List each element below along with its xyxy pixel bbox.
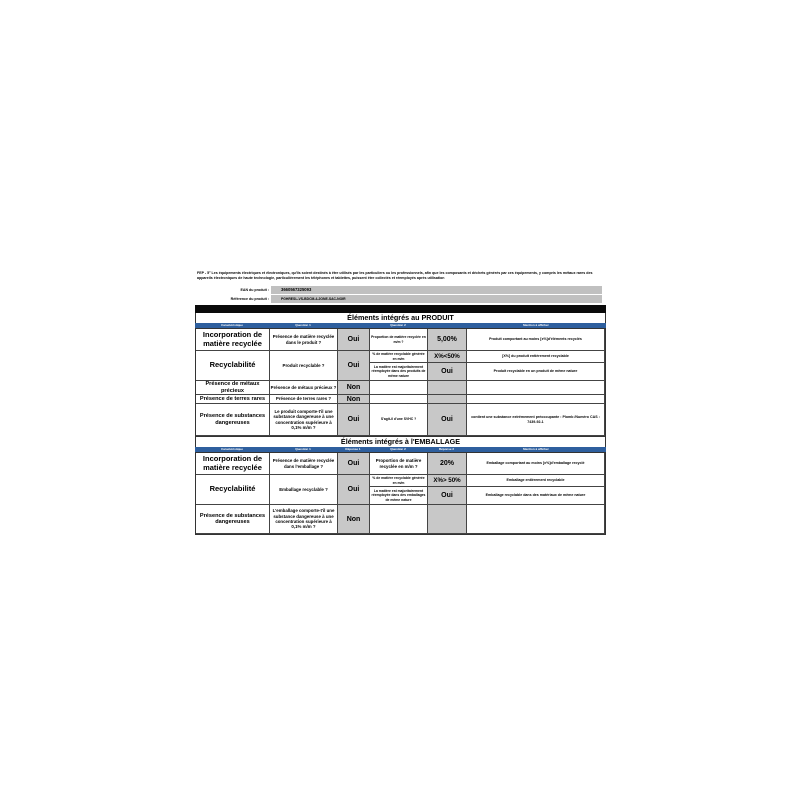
packaging-carac-recyclability: Recyclabilité <box>196 475 270 505</box>
product-carac-recycled: Incorporation de matière recyclée <box>196 329 270 351</box>
product-section-title: Éléments intégrés au PRODUIT <box>195 313 606 323</box>
product-carac-recyclability: Recyclabilité <box>196 351 270 381</box>
product-q2b-recyclability: La matière est majoritairement réemployée dans des produits de même nature <box>370 363 428 381</box>
reference-row <box>195 295 606 303</box>
product-mention-recycled: Produit comportant au moins [x%]d'éléments recyclés <box>467 329 605 351</box>
header-mention: Mention à afficher <box>523 447 549 451</box>
product-q1-recycled: Présence de matière recyclée dans le produit ? <box>270 329 338 351</box>
product-r2-precious-metals <box>428 381 467 395</box>
packaging-mention-a-recyclability: Emballage entièrement recyclable <box>467 475 605 487</box>
product-r1-recyclability: Oui <box>338 351 370 381</box>
product-q2-recycled: Proportion de matière recyclée en m/m ? <box>370 329 428 351</box>
compliance-sheet <box>195 269 606 535</box>
product-r1-recycled: Oui <box>338 329 370 351</box>
packaging-table <box>195 452 606 535</box>
separator-bar <box>195 305 606 313</box>
product-q1-recyclability: Produit recyclable ? <box>270 351 338 381</box>
header-reponse1: Réponse 1 <box>345 447 361 451</box>
product-r2-rare-earths <box>428 395 467 404</box>
packaging-q1-recyclability: Emballage recyclable ? <box>270 475 338 505</box>
product-q2-rare-earths <box>370 395 428 404</box>
packaging-q2-hazardous <box>370 505 428 534</box>
packaging-q2b-recyclability: La matière est majoritairement réemployée dans des emballages de même nature <box>370 487 428 505</box>
packaging-mention-b-recyclability: Emballage recyclable dans des matériaux de même nature <box>467 487 605 505</box>
product-q1-rare-earths: Présence de terres rares ? <box>270 395 338 404</box>
product-q2-hazardous: S'agit-il d'une SVHC ? <box>370 404 428 436</box>
intro-text: FEP - 5° Les équipements électriques et électroniques, qu'ils soient destinés à être utilisés par les particuliers ou les professionnels, afin que les composants et déchets générés par ces équipements, y compris les métaux rares des appareils électroniques de haute technologie, particulièrement les téléphones et tablettes, puissent être collectés et réemployés après utilisation <box>197 271 593 280</box>
product-r1-rare-earths: Non <box>338 395 370 404</box>
product-r2b-recyclability: Oui <box>428 363 467 381</box>
header-question1: Question 1 <box>295 447 311 451</box>
product-q2a-recyclability: % de matière recyclable générée en m/m <box>370 351 428 363</box>
product-mention-hazardous: contient une substance extrêmement préoccupante : Plomb /Numéro CAS : 7439-92-1 <box>467 404 605 436</box>
packaging-q1-recycled: Présence de matière recyclée dans l'emballage ? <box>270 453 338 475</box>
header-question1: Question 1 <box>295 323 311 327</box>
packaging-r2b-recyclability: Oui <box>428 487 467 505</box>
packaging-r1-hazardous: Non <box>338 505 370 534</box>
header-caracteristique: Caractéristique <box>221 323 243 327</box>
packaging-r2-hazardous <box>428 505 467 534</box>
product-q1-hazardous: Le produit comporte-t'il une substance dangereuse à une concentration supérieure à 0,1% m/m ? <box>270 404 338 436</box>
product-r1-hazardous: Oui <box>338 404 370 436</box>
packaging-carac-recycled: Incorporation de matière recyclée <box>196 453 270 475</box>
product-mention-b-recyclability: Produit recyclable en un produit de même nature <box>467 363 605 381</box>
header-reponse2: Réponse 2 <box>438 447 455 451</box>
ean-value: 3660567325093 <box>271 286 602 294</box>
header-question2: Question 2 <box>390 447 406 451</box>
reference-label: Référence du produit : <box>230 297 269 301</box>
product-table <box>195 328 606 437</box>
packaging-r2-recycled: 20% <box>428 453 467 475</box>
product-mention-precious-metals <box>467 381 605 395</box>
ean-label: EAN du produit : <box>240 288 269 292</box>
packaging-mention-recycled: Emballage comportant au moins [x%]d'emballage recyclé <box>467 453 605 475</box>
packaging-r1-recyclability: Oui <box>338 475 370 505</box>
header-mention: Mention à afficher <box>523 323 549 327</box>
packaging-q1-hazardous: L'emballage comporte-t'il une substance dangereuse à une concentration supérieure à 0,1% m/m ? <box>270 505 338 534</box>
packaging-q2a-recyclability: % de matière recyclable générée en m/m <box>370 475 428 487</box>
packaging-r2a-recyclability: X%> 50% <box>428 475 467 487</box>
packaging-carac-hazardous: Présence de substances dangereuses <box>196 505 270 534</box>
packaging-q2-recycled: Proportion de matière recyclée en m/m ? <box>370 453 428 475</box>
ean-row <box>195 286 606 294</box>
product-mention-a-recyclability: [X%] du produit entièrement recyclable <box>467 351 605 363</box>
product-carac-hazardous: Présence de substances dangereuses <box>196 404 270 436</box>
product-carac-rare-earths: Présence de terres rares <box>196 395 270 404</box>
header-caracteristique: Caractéristique <box>221 447 243 451</box>
product-r2-recycled: 5,00% <box>428 329 467 351</box>
product-carac-precious-metals: Présence de métaux précieux <box>196 381 270 395</box>
packaging-section-title: Éléments intégrés à l'EMBALLAGE <box>195 437 606 447</box>
packaging-mention-hazardous <box>467 505 605 534</box>
product-r2-hazardous: Oui <box>428 404 467 436</box>
product-q1-precious-metals: Présence de métaux précieux ? <box>270 381 338 395</box>
product-r2a-recyclability: X%<50% <box>428 351 467 363</box>
packaging-r1-recycled: Oui <box>338 453 370 475</box>
header-question2: Question 2 <box>390 323 406 327</box>
product-q2-precious-metals <box>370 381 428 395</box>
reference-value: PGHRESL-VS-BDCM-4-2ONE-SAC-NOIR <box>271 295 602 303</box>
product-mention-rare-earths <box>467 395 605 404</box>
product-r1-precious-metals: Non <box>338 381 370 395</box>
